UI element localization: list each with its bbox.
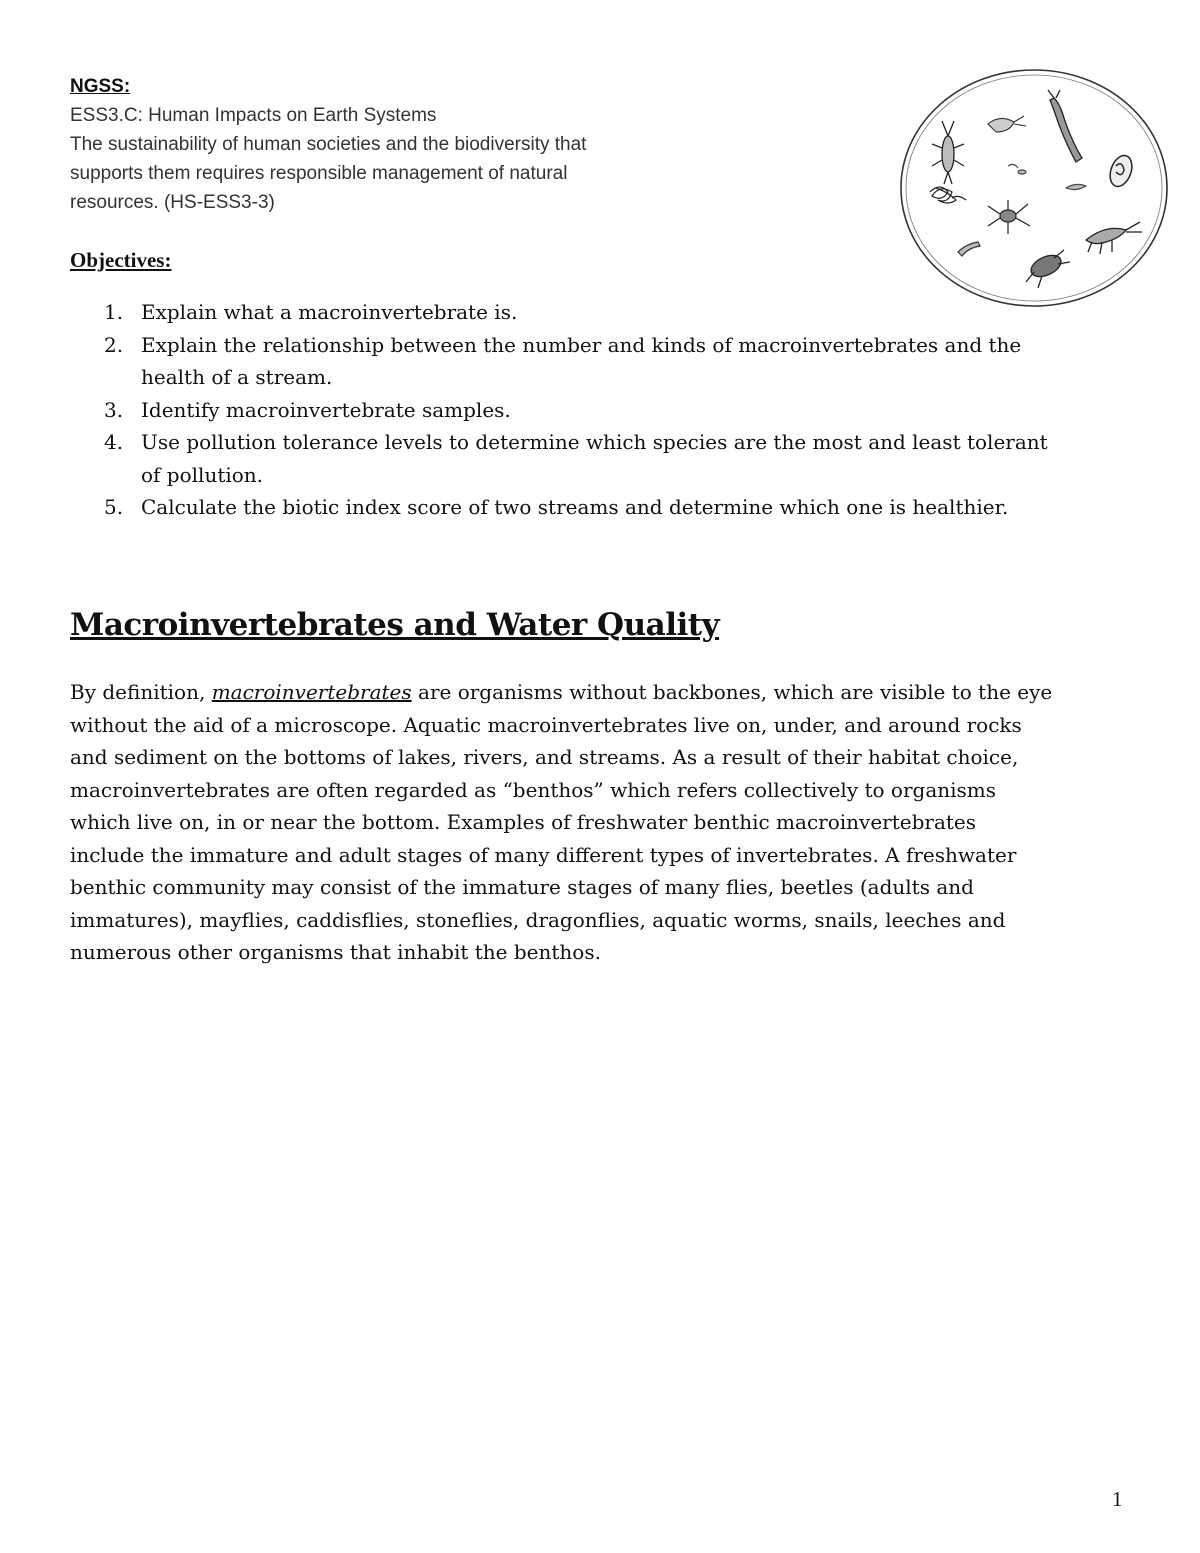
defined-term: macroinvertebrates — [211, 680, 412, 704]
paragraph-line: numerous other organisms that inhabit the benthos. — [70, 940, 601, 964]
paragraph-line — [70, 676, 1145, 709]
body-paragraph — [70, 676, 1145, 969]
ngss-description-line: resources. (HS-ESS3-3) — [70, 192, 275, 213]
objective-text: Use pollution tolerance levels to determine which species are the most and least tolerant — [141, 430, 1048, 454]
ngss-heading: NGSS: — [70, 76, 131, 97]
objective-item — [70, 491, 1135, 524]
objective-number: 5. — [104, 495, 124, 519]
section-title: Macroinvertebrates and Water Quality — [70, 607, 720, 643]
objective-number: 3. — [104, 397, 124, 422]
ngss-block — [70, 72, 710, 217]
objective-item — [70, 296, 1135, 329]
objectives-heading: Objectives: — [70, 248, 172, 272]
objective-text: Calculate the biotic index score of two streams and determine which one is healthier. — [141, 495, 1009, 519]
page-number: 1 — [1112, 1487, 1123, 1511]
paragraph-line: which live on, in or near the bottom. Examples of freshwater benthic macroinvertebrates — [70, 810, 977, 834]
ngss-standard: ESS3.C: Human Impacts on Earth Systems — [70, 105, 437, 126]
paragraph-line: immatures), mayflies, caddisflies, stoneflies, dragonflies, aquatic worms, snails, leeches and — [70, 907, 1006, 932]
ngss-description-line: supports them requires responsible management of natural — [70, 163, 568, 184]
objective-number: 4. — [104, 430, 124, 454]
paragraph-lead: By definition, — [70, 680, 212, 704]
paragraph-line: without the aid of a microscope. Aquatic macroinvertebrates live on, under, and around rocks — [70, 712, 1022, 737]
objective-text: Identify macroinvertebrate samples. — [141, 397, 511, 422]
objective-item — [70, 394, 1135, 427]
paragraph-line: macroinvertebrates are often regarded as “benthos” which refers collectively to organisms — [70, 777, 997, 802]
objectives-list — [70, 296, 1135, 524]
paragraph-line: and sediment on the bottoms of lakes, rivers, and streams. As a result of their habitat choice, — [70, 745, 1019, 769]
objective-text: Explain what a macroinvertebrate is. — [141, 300, 518, 324]
objective-number: 2. — [104, 332, 124, 357]
ngss-description-line: The sustainability of human societies and the biodiversity that — [70, 134, 587, 155]
paragraph-line: benthic community may consist of the immature stages of many flies, beetles (adults and — [70, 875, 974, 899]
objective-item — [70, 329, 1135, 394]
objective-item — [70, 426, 1135, 491]
objective-text: of pollution. — [141, 462, 264, 487]
paragraph-line: include the immature and adult stages of many different types of invertebrates. A freshwater — [70, 842, 1017, 867]
objective-text: Explain the relationship between the number and kinds of macroinvertebrates and the — [141, 332, 1022, 357]
macroinvertebrate-circle-illustration — [896, 66, 1171, 311]
objective-text: health of a stream. — [141, 365, 333, 389]
paragraph-text: are organisms without backbones, which are visible to the eye — [411, 680, 1053, 704]
objective-number: 1. — [104, 300, 124, 324]
